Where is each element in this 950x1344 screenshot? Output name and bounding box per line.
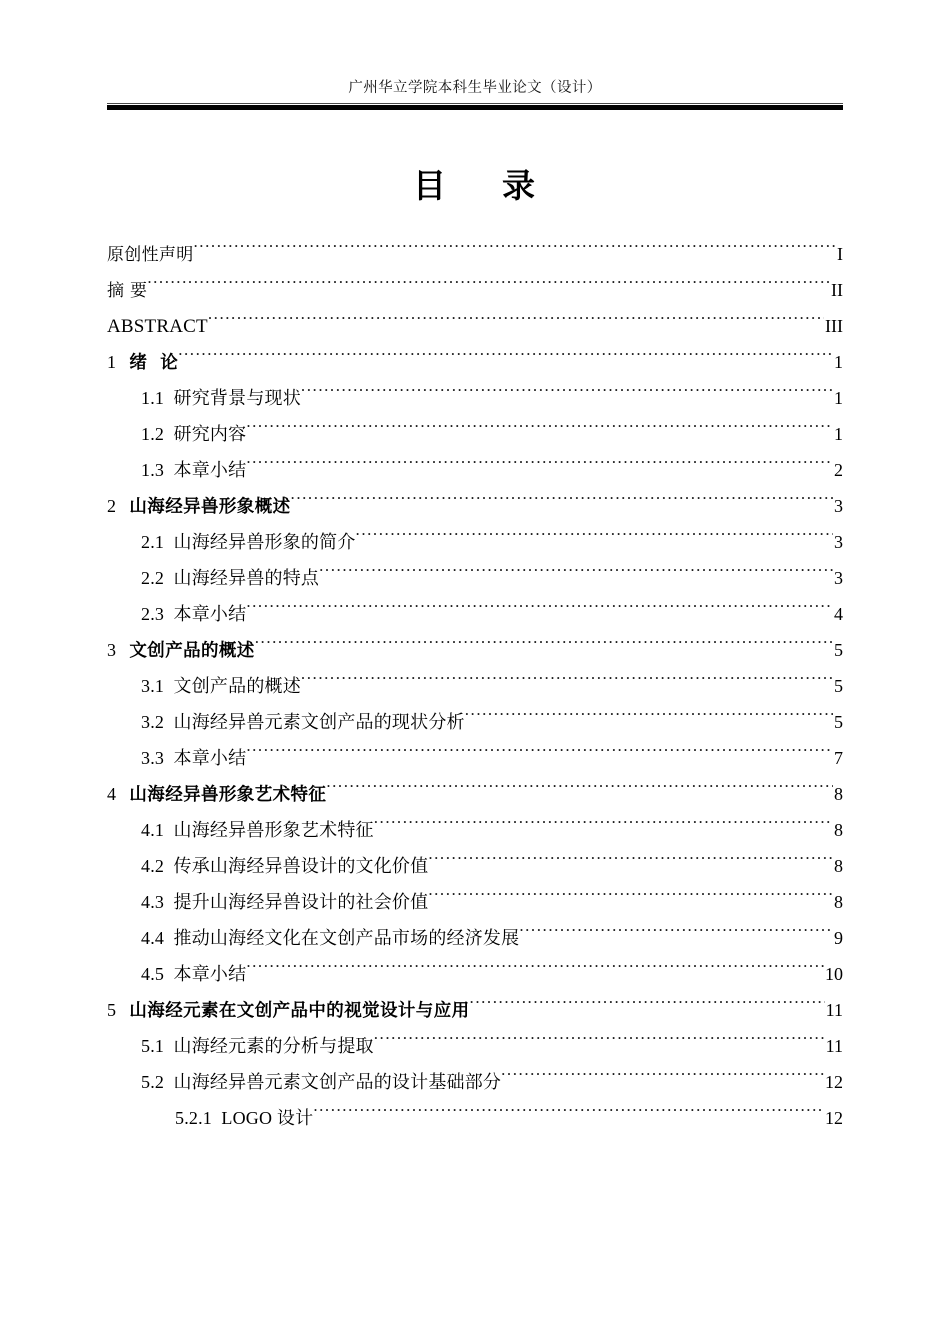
toc-dot-leader bbox=[470, 1000, 825, 1016]
toc-entry-text: 本章小结 bbox=[173, 604, 247, 624]
toc-entry-number: 2 bbox=[107, 496, 117, 516]
toc-page-number: 12 bbox=[825, 1108, 843, 1128]
toc-entry-text: 山海经异兽元素文创产品的现状分析 bbox=[173, 712, 465, 732]
toc-page-number: 1 bbox=[834, 424, 843, 444]
toc-entry-number: 3.1 bbox=[141, 676, 165, 696]
toc-dot-leader bbox=[208, 316, 824, 332]
toc-entry-text: 本章小结 bbox=[173, 460, 247, 480]
toc-entry[interactable] bbox=[107, 992, 843, 1028]
toc-entry-number: 1 bbox=[107, 352, 117, 372]
toc-entry-text: 研究背景与现状 bbox=[173, 388, 301, 408]
toc-dot-leader bbox=[428, 892, 833, 908]
toc-entry-text: 本章小结 bbox=[173, 964, 247, 984]
toc-entry-text: 山海经异兽的特点 bbox=[173, 568, 320, 588]
toc-entry[interactable] bbox=[107, 596, 843, 632]
toc-page-number: 10 bbox=[825, 964, 843, 984]
toc-entry-label bbox=[107, 632, 255, 668]
toc-entry-text: 山海经异兽形象艺术特征 bbox=[173, 820, 374, 840]
toc-entry-label bbox=[107, 776, 326, 812]
toc-entry-label: 摘 要 bbox=[107, 281, 148, 301]
toc-entry-text: 推动山海经文化在文创产品市场的经济发展 bbox=[173, 928, 520, 948]
toc-entry-number: 1.1 bbox=[141, 388, 165, 408]
toc-entry[interactable] bbox=[107, 344, 843, 380]
toc-entry[interactable] bbox=[107, 632, 843, 668]
toc-entry-label bbox=[141, 560, 319, 596]
toc-entry-text: 山海经异兽元素文创产品的设计基础部分 bbox=[173, 1072, 502, 1092]
toc-dot-leader bbox=[194, 244, 837, 260]
toc-page-number: 4 bbox=[834, 604, 843, 624]
toc-entry-text: 山海经异兽形象艺术特征 bbox=[129, 785, 327, 805]
toc-entry-label bbox=[175, 1100, 313, 1136]
toc-entry-number: 1.3 bbox=[141, 460, 165, 480]
toc-dot-leader bbox=[147, 280, 830, 296]
toc-entry-label bbox=[141, 1028, 374, 1064]
toc-dot-leader bbox=[246, 460, 833, 476]
toc-entry[interactable] bbox=[107, 236, 843, 272]
toc-entry-label bbox=[141, 848, 428, 884]
toc-entry-text: 提升山海经异兽设计的社会价值 bbox=[173, 892, 429, 912]
toc-page-number: 5 bbox=[834, 712, 843, 732]
toc-entry-text: 本章小结 bbox=[173, 748, 247, 768]
toc-entry-text: 研究内容 bbox=[173, 424, 247, 444]
toc-entry-number: 2.3 bbox=[141, 604, 165, 624]
toc-dot-leader bbox=[301, 676, 833, 692]
toc-dot-leader bbox=[428, 856, 833, 872]
toc-page-number: 11 bbox=[825, 1000, 843, 1020]
toc-page-number: III bbox=[825, 316, 843, 336]
toc-entry-number: 5.2.1 bbox=[175, 1108, 212, 1128]
toc-page-number: I bbox=[837, 244, 843, 264]
toc-entry-number: 2.1 bbox=[141, 532, 165, 552]
toc-page-number: 1 bbox=[834, 388, 843, 408]
toc-page-number: 1 bbox=[834, 352, 843, 372]
table-of-contents bbox=[107, 236, 843, 1136]
running-header-title: 广州华立学院本科生毕业论文（设计） bbox=[348, 80, 602, 96]
toc-dot-leader bbox=[246, 424, 833, 440]
toc-entry[interactable] bbox=[107, 524, 843, 560]
toc-entry-label bbox=[107, 344, 178, 380]
toc-entry-label bbox=[141, 956, 246, 992]
toc-entry-text: 山海经元素在文创产品中的视觉设计与应用 bbox=[129, 1001, 470, 1021]
toc-dot-leader bbox=[374, 820, 833, 836]
toc-entry[interactable] bbox=[107, 740, 843, 776]
toc-entry-number: 3 bbox=[107, 640, 117, 660]
toc-entry[interactable] bbox=[107, 704, 843, 740]
toc-entry-label bbox=[141, 380, 301, 416]
toc-entry-label bbox=[141, 740, 246, 776]
toc-page-number: 12 bbox=[825, 1072, 843, 1092]
toc-entry-label bbox=[141, 668, 301, 704]
toc-page-number: 11 bbox=[825, 1036, 843, 1056]
toc-entry-text: 传承山海经异兽设计的文化价值 bbox=[173, 856, 429, 876]
toc-entry-number: 3.3 bbox=[141, 748, 165, 768]
toc-entry-label: 原创性声明 bbox=[107, 245, 194, 265]
toc-entry-label bbox=[141, 920, 519, 956]
toc-page-number: 7 bbox=[834, 748, 843, 768]
page-header bbox=[107, 78, 843, 110]
toc-entry-number: 2.2 bbox=[141, 568, 165, 588]
toc-entry-text: 山海经异兽形象的简介 bbox=[173, 532, 356, 552]
toc-entry-number: 4.2 bbox=[141, 856, 165, 876]
toc-dot-leader bbox=[178, 352, 833, 368]
toc-page-number: 2 bbox=[834, 460, 843, 480]
toc-page-number: 3 bbox=[834, 568, 843, 588]
toc-dot-leader bbox=[501, 1072, 824, 1088]
toc-entry-number: 4.4 bbox=[141, 928, 165, 948]
toc-dot-leader bbox=[301, 388, 833, 404]
toc-entry[interactable] bbox=[107, 1100, 843, 1136]
toc-dot-leader bbox=[246, 964, 824, 980]
toc-entry[interactable] bbox=[107, 272, 843, 308]
toc-entry[interactable] bbox=[107, 308, 843, 344]
toc-page-number: 9 bbox=[834, 928, 843, 948]
toc-entry[interactable] bbox=[107, 776, 843, 812]
toc-entry-label bbox=[141, 884, 428, 920]
toc-dot-leader bbox=[246, 604, 833, 620]
toc-dot-leader bbox=[374, 1036, 825, 1052]
toc-page-number: II bbox=[831, 280, 843, 300]
toc-dot-leader bbox=[291, 496, 833, 512]
toc-page-number: 3 bbox=[834, 496, 843, 516]
toc-entry[interactable] bbox=[107, 380, 843, 416]
toc-entry-text: 山海经元素的分析与提取 bbox=[173, 1036, 374, 1056]
toc-entry-label bbox=[141, 452, 246, 488]
toc-page-number: 8 bbox=[834, 784, 843, 804]
toc-page-number: 8 bbox=[834, 856, 843, 876]
toc-entry-label bbox=[107, 992, 470, 1028]
toc-dot-leader bbox=[519, 928, 833, 944]
toc-dot-leader bbox=[326, 784, 833, 800]
toc-entry[interactable] bbox=[107, 452, 843, 488]
toc-dot-leader bbox=[356, 532, 833, 548]
toc-entry[interactable] bbox=[107, 488, 843, 524]
toc-entry-text: 绪 论 bbox=[129, 353, 179, 373]
toc-entry-number: 5.2 bbox=[141, 1072, 165, 1092]
toc-entry-number: 4.3 bbox=[141, 892, 165, 912]
toc-entry-label bbox=[141, 596, 246, 632]
toc-page-number: 5 bbox=[834, 676, 843, 696]
toc-entry-number: 1.2 bbox=[141, 424, 165, 444]
toc-entry[interactable] bbox=[107, 1064, 843, 1100]
toc-dot-leader bbox=[255, 640, 833, 656]
toc-entry-label bbox=[141, 812, 374, 848]
toc-dot-leader bbox=[319, 568, 833, 584]
toc-entry-label bbox=[141, 524, 356, 560]
toc-page-number: 8 bbox=[834, 820, 843, 840]
toc-page-number: 3 bbox=[834, 532, 843, 552]
toc-entry-label bbox=[141, 704, 465, 740]
toc-entry[interactable] bbox=[107, 560, 843, 596]
toc-entry-text: 山海经异兽形象概述 bbox=[129, 497, 291, 517]
toc-page-number: 5 bbox=[834, 640, 843, 660]
toc-entry[interactable] bbox=[107, 848, 843, 884]
toc-entry[interactable] bbox=[107, 668, 843, 704]
toc-entry[interactable] bbox=[107, 812, 843, 848]
toc-entry-label bbox=[107, 488, 291, 524]
toc-entry[interactable] bbox=[107, 956, 843, 992]
page-title: 目 录 bbox=[413, 166, 537, 205]
toc-entry-text: LOGO 设计 bbox=[221, 1108, 314, 1128]
toc-entry-number: 5.1 bbox=[141, 1036, 165, 1056]
toc-entry[interactable] bbox=[107, 416, 843, 452]
toc-page-number: 8 bbox=[834, 892, 843, 912]
toc-entry-number: 4 bbox=[107, 784, 117, 804]
toc-entry-text: 文创产品的概述 bbox=[173, 676, 301, 696]
toc-entry[interactable] bbox=[107, 1028, 843, 1064]
toc-entry[interactable] bbox=[107, 884, 843, 920]
toc-entry-number: 4.5 bbox=[141, 964, 165, 984]
header-divider-rule bbox=[107, 103, 843, 110]
toc-entry-text: 文创产品的概述 bbox=[129, 641, 255, 661]
toc-dot-leader bbox=[246, 748, 833, 764]
toc-dot-leader bbox=[313, 1108, 824, 1124]
toc-entry-label bbox=[141, 416, 246, 452]
toc-entry-number: 3.2 bbox=[141, 712, 165, 732]
toc-entry-number: 5 bbox=[107, 1000, 117, 1020]
toc-dot-leader bbox=[465, 712, 833, 728]
toc-entry-number: 4.1 bbox=[141, 820, 165, 840]
toc-entry[interactable] bbox=[107, 920, 843, 956]
toc-entry-label bbox=[141, 1064, 501, 1100]
toc-entry-label: ABSTRACT bbox=[107, 316, 208, 337]
